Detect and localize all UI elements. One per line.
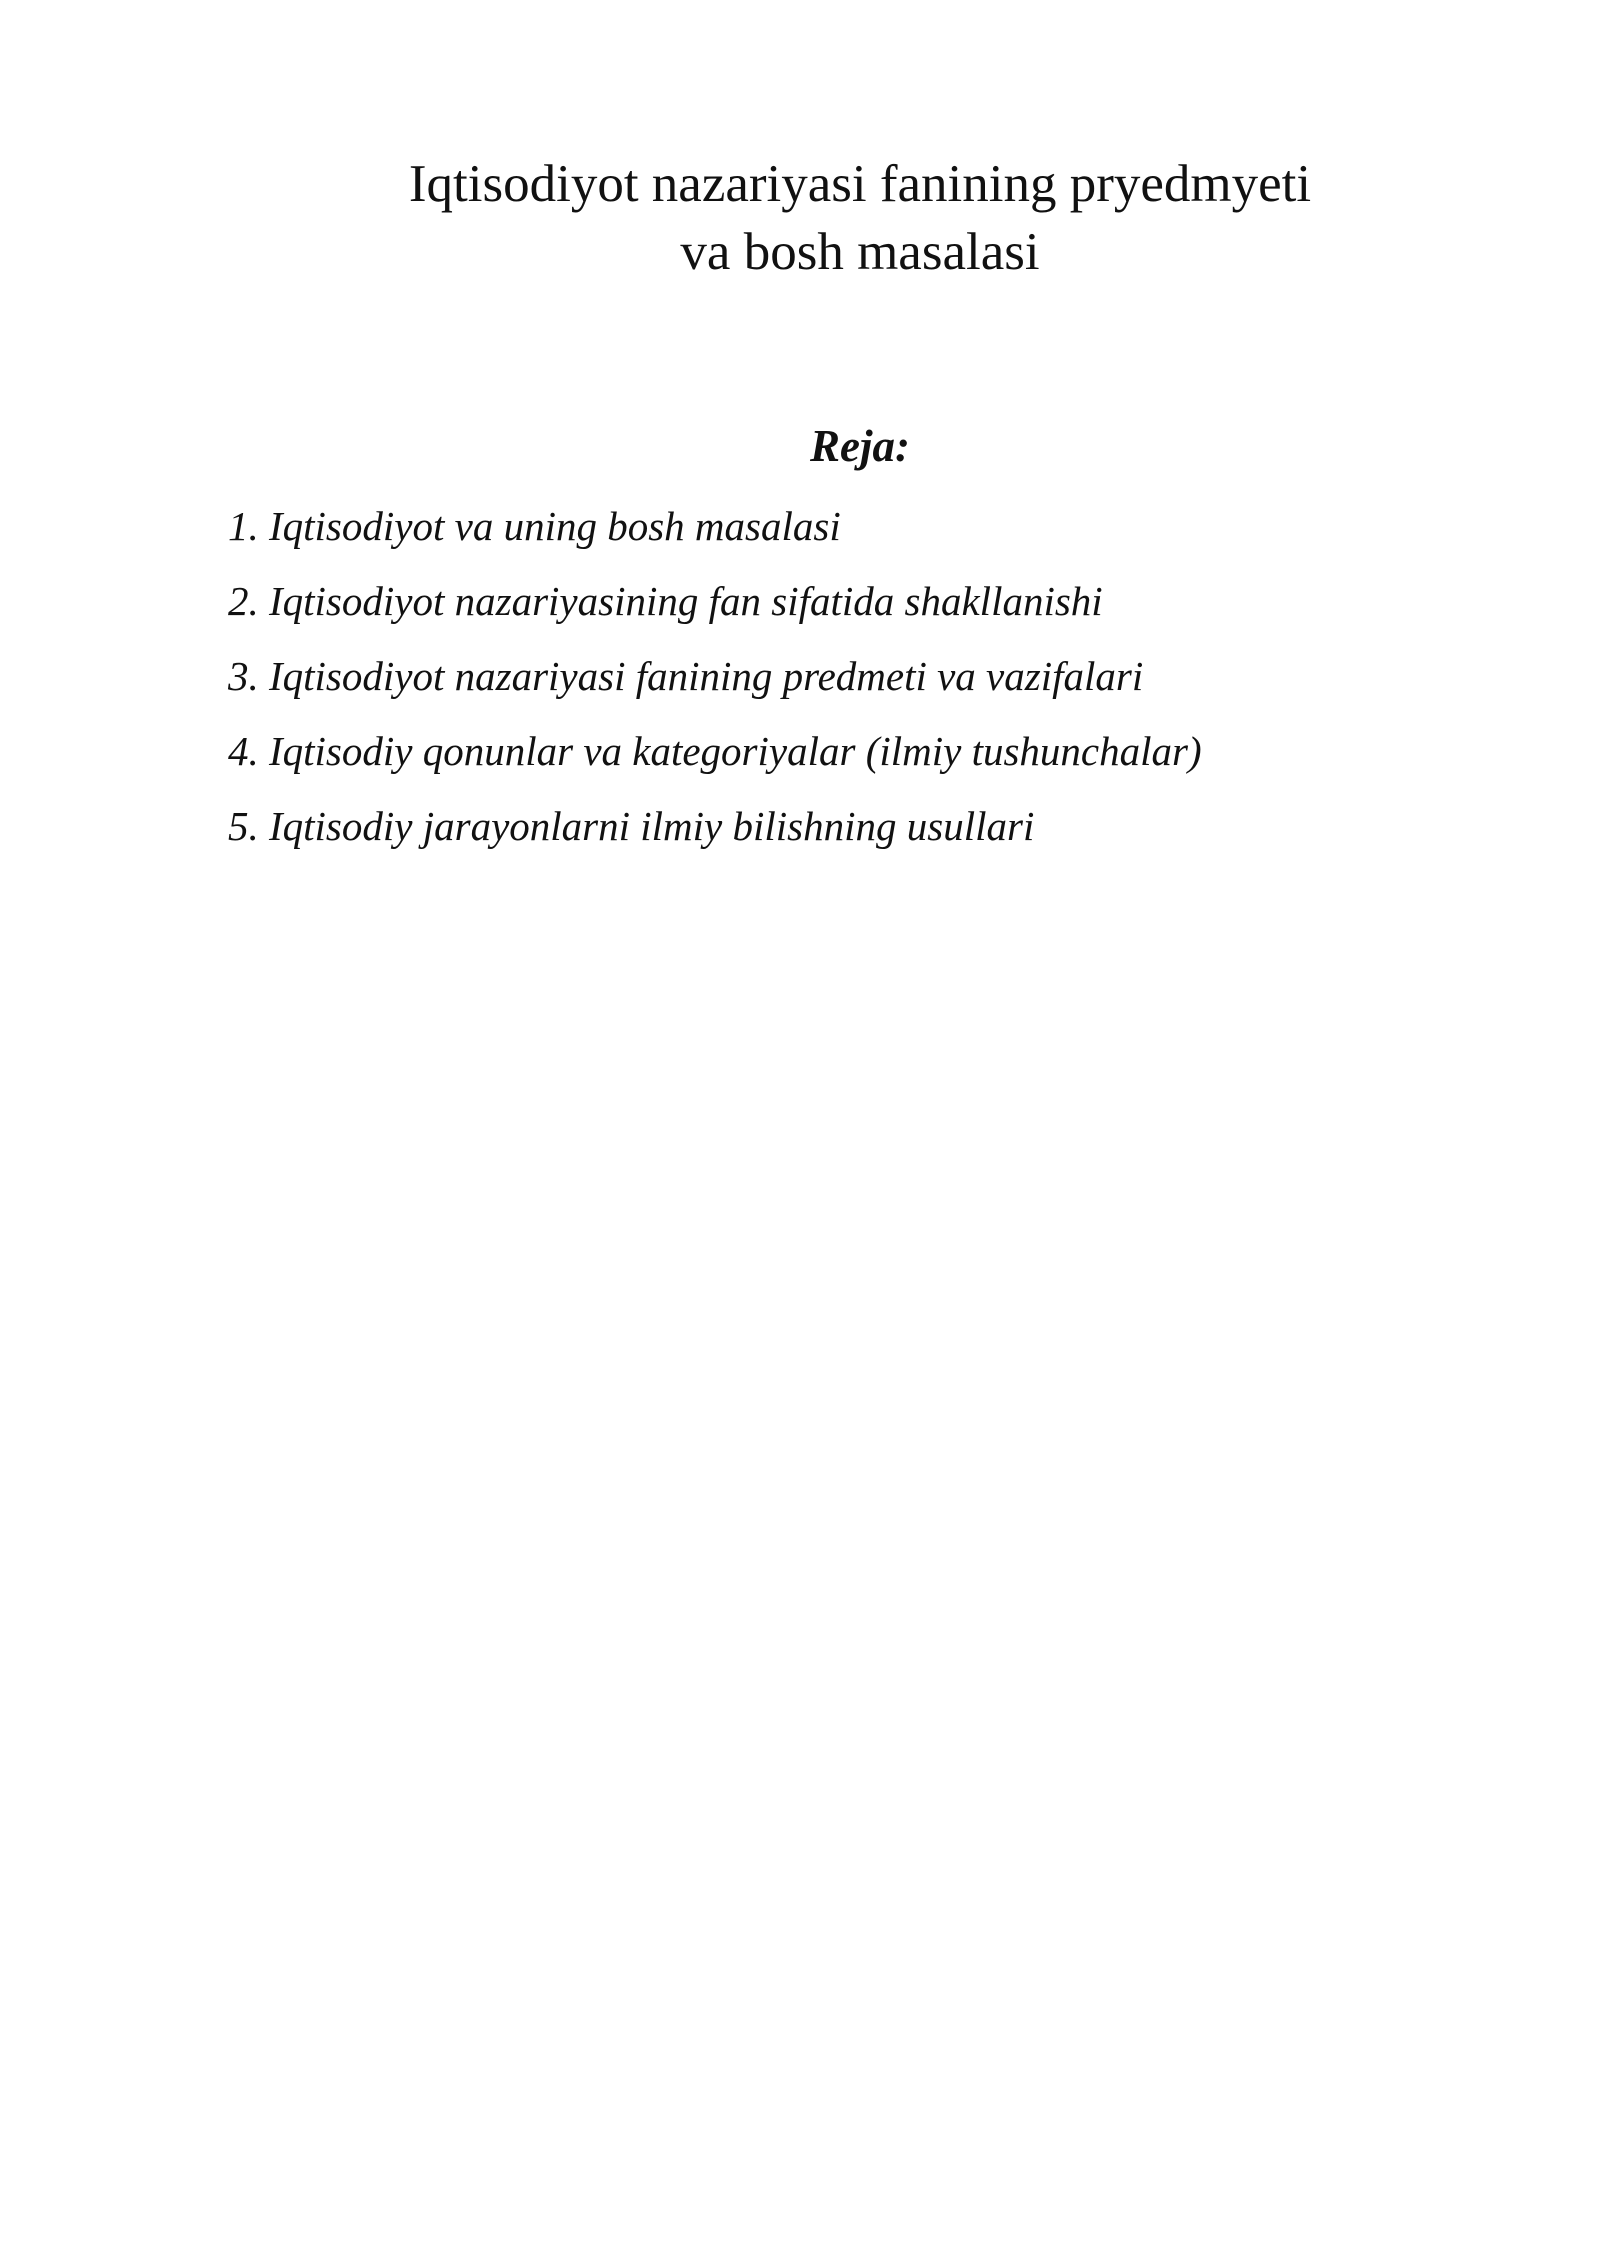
plan-heading: Reja: bbox=[810, 421, 910, 471]
plan-item-1: 1. Iqtisodiyot va uning bosh masalasi bbox=[228, 503, 841, 549]
document-title-line-2: va bosh masalasi bbox=[680, 223, 1040, 281]
plan-item-2: 2. Iqtisodiyot nazariyasining fan sifatida shakllanishi bbox=[228, 578, 1103, 624]
document-title-line-1: Iqtisodiyot nazariyasi fanining pryedmyeti bbox=[408, 155, 1312, 213]
plan-item-5: 5. Iqtisodiy jarayonlarni ilmiy bilishning usullari bbox=[228, 803, 1035, 849]
document-title bbox=[270, 150, 1450, 286]
plan-item-4: 4. Iqtisodiy qonunlar va kategoriyalar (ilmiy tushunchalar) bbox=[228, 728, 1202, 774]
plan-list bbox=[228, 500, 1428, 875]
plan-item-3: 3. Iqtisodiyot nazariyasi fanining predmeti va vazifalari bbox=[228, 653, 1144, 699]
